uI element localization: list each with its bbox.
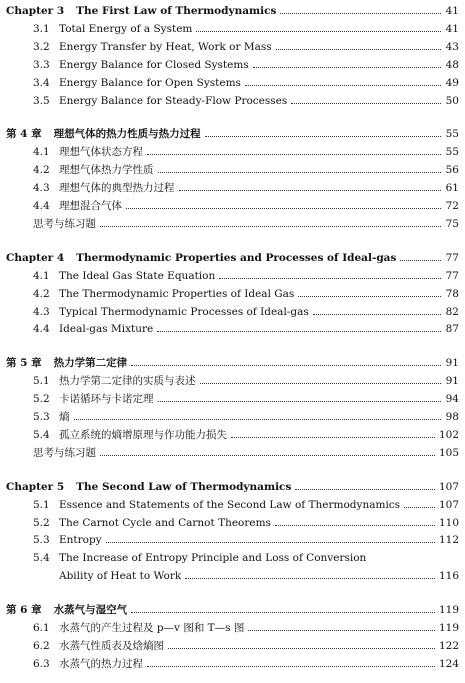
toc-entry[interactable] xyxy=(0,39,465,55)
section-title: Typical Thermodynamic Processes of Ideal-gas xyxy=(59,305,309,318)
page-number: 91 xyxy=(445,375,459,388)
toc-entry[interactable] xyxy=(0,373,465,389)
toc-entry[interactable] xyxy=(0,515,465,531)
toc-entry[interactable] xyxy=(0,162,465,178)
section-title: 思考与练习题 xyxy=(33,446,96,459)
dot-leader xyxy=(131,364,441,366)
chapter-heading[interactable] xyxy=(0,250,465,266)
section-title: 思考与练习题 xyxy=(33,217,96,230)
section-title: 孤立系统的熵增原理与作功能力损失 xyxy=(59,428,227,441)
section-number: 3.1 xyxy=(33,22,50,35)
section-number: 4.3 xyxy=(33,305,50,318)
section-number: 4.1 xyxy=(33,146,50,159)
page-number: 82 xyxy=(445,305,459,318)
chapter-heading[interactable] xyxy=(0,3,465,19)
section-title: Essence and Statements of the Second Law of Thermodynamics xyxy=(59,498,401,511)
page-number: 98 xyxy=(445,411,459,423)
section-title: The Carnot Cycle and Carnot Theorems xyxy=(59,516,271,529)
page-number: 107 xyxy=(438,498,459,511)
page-number: 43 xyxy=(445,40,459,53)
toc-entry[interactable] xyxy=(0,321,465,337)
page-number: 61 xyxy=(445,182,459,195)
chapter-label: Chapter 5 xyxy=(6,480,65,493)
dot-leader xyxy=(245,84,441,86)
page-number: 50 xyxy=(445,94,459,107)
section-number: 6.2 xyxy=(33,639,50,652)
toc-entry[interactable] xyxy=(0,427,465,443)
dot-leader xyxy=(131,611,435,613)
section-number: 4.4 xyxy=(33,200,50,212)
toc-entry[interactable] xyxy=(0,304,465,320)
dot-leader xyxy=(147,665,435,667)
section-number: 3.5 xyxy=(33,94,50,107)
chapter-heading[interactable] xyxy=(0,602,465,618)
dot-leader xyxy=(205,135,441,137)
toc-entry[interactable] xyxy=(0,144,465,160)
dot-leader xyxy=(404,506,435,508)
section-title: 水蒸气性质表及焓熵图 xyxy=(59,639,164,652)
toc-entry[interactable] xyxy=(0,75,465,91)
dot-leader xyxy=(291,102,441,104)
page-number: 112 xyxy=(438,534,459,547)
page-number: 55 xyxy=(445,146,459,159)
dot-leader xyxy=(231,436,435,438)
chapter-heading[interactable] xyxy=(0,479,465,495)
chapter-title: 理想气体的热力性质与热力过程 xyxy=(53,128,201,141)
section-number: 4.2 xyxy=(33,164,50,177)
dot-leader xyxy=(158,400,442,402)
section-title: The Thermodynamic Properties of Ideal Gas xyxy=(59,287,295,300)
dot-leader xyxy=(185,577,435,579)
page-number: 41 xyxy=(445,22,459,35)
section-title: Total Energy of a System xyxy=(59,22,193,35)
section-title: 热力学第二定律的实质与表述 xyxy=(59,375,196,388)
dot-leader xyxy=(100,454,435,456)
chapter-heading[interactable] xyxy=(0,126,465,142)
section-title: Ideal-gas Mixture xyxy=(59,323,154,336)
chapter-title: The First Law of Thermodynamics xyxy=(76,5,277,17)
page-number: 94 xyxy=(445,393,459,406)
toc-entry[interactable] xyxy=(0,532,465,548)
section-title: 卡诺循环与卡诺定理 xyxy=(59,393,154,406)
page-number: 119 xyxy=(438,604,459,617)
dot-leader xyxy=(147,153,441,155)
page-number: 72 xyxy=(445,200,459,212)
section-title: Ability of Heat to Work xyxy=(59,570,182,583)
section-number: 3.2 xyxy=(33,40,50,53)
section-title: The Ideal Gas State Equation xyxy=(59,269,216,282)
page-number: 119 xyxy=(438,622,459,634)
dot-leader xyxy=(157,330,441,332)
section-title: 理想气体状态方程 xyxy=(59,146,143,159)
toc-entry[interactable] xyxy=(0,497,465,513)
dot-leader xyxy=(253,66,441,68)
page-number: 102 xyxy=(438,428,459,441)
toc-entry[interactable] xyxy=(0,620,465,636)
page-number: 87 xyxy=(445,323,459,336)
toc-entry[interactable] xyxy=(0,286,465,302)
chapter-title: Thermodynamic Properties and Processes of Ideal-gas xyxy=(76,251,397,264)
chapter-label: Chapter 4 xyxy=(6,251,65,264)
page-number: 75 xyxy=(445,217,459,230)
section-number: 5.4 xyxy=(33,428,50,441)
page-number: 91 xyxy=(445,357,459,370)
dot-leader xyxy=(158,171,442,173)
page-number: 116 xyxy=(438,570,459,583)
page-number: 49 xyxy=(445,76,459,89)
dot-leader xyxy=(313,313,441,315)
dot-leader xyxy=(106,541,435,543)
dot-leader xyxy=(276,48,441,50)
page-number: 48 xyxy=(445,58,459,71)
dot-leader xyxy=(200,382,442,384)
toc-entry[interactable] xyxy=(0,638,465,654)
toc-entry[interactable] xyxy=(0,391,465,407)
section-number: 5.3 xyxy=(33,411,50,423)
toc-entry[interactable] xyxy=(0,198,465,214)
dot-leader xyxy=(280,12,441,14)
page-number: 122 xyxy=(438,639,459,652)
chapter-title: 水蒸气与湿空气 xyxy=(53,604,128,617)
section-title: The Increase of Entropy Principle and Loss of Conversion xyxy=(59,552,367,565)
page-number: 110 xyxy=(438,516,459,529)
page-number: 105 xyxy=(438,446,459,459)
toc-entry[interactable] xyxy=(0,216,465,232)
section-title: 理想混合气体 xyxy=(59,200,122,212)
dot-leader xyxy=(298,295,441,297)
toc-entry[interactable] xyxy=(0,550,465,566)
section-title: 熵 xyxy=(59,411,70,423)
page-number: 124 xyxy=(438,657,459,670)
section-number: 5.3 xyxy=(33,534,50,547)
toc-entry[interactable] xyxy=(0,93,465,109)
section-title: Energy Transfer by Heat, Work or Mass xyxy=(59,40,272,53)
chapter-title: 热力学第二定律 xyxy=(53,357,128,370)
dot-leader xyxy=(168,647,435,649)
section-number: 5.1 xyxy=(33,375,50,388)
section-title: Energy Balance for Steady-Flow Processes xyxy=(59,94,288,107)
chapter-label: 第 4 章 xyxy=(6,128,42,141)
page-number: 77 xyxy=(445,251,459,264)
chapter-label: Chapter 3 xyxy=(6,5,65,17)
page-number: 41 xyxy=(445,5,459,17)
toc-entry[interactable] xyxy=(0,21,465,37)
page-number: 107 xyxy=(438,480,459,493)
section-title: Energy Balance for Closed Systems xyxy=(59,58,249,71)
dot-leader xyxy=(126,207,441,209)
section-number: 4.1 xyxy=(33,269,50,282)
dot-leader xyxy=(179,189,442,191)
section-number: 4.3 xyxy=(33,182,50,195)
section-title: Energy Balance for Open Systems xyxy=(59,76,241,89)
section-number: 5.4 xyxy=(33,552,50,565)
chapter-label: 第 5 章 xyxy=(6,357,42,370)
section-number: 3.4 xyxy=(33,76,50,89)
dot-leader xyxy=(248,629,435,631)
toc-entry[interactable] xyxy=(0,268,465,284)
page-number: 56 xyxy=(445,164,459,177)
section-title: 水蒸气的热力过程 xyxy=(59,657,143,670)
section-number: 5.2 xyxy=(33,393,50,406)
page-number: 77 xyxy=(445,269,459,282)
dot-leader xyxy=(100,225,441,227)
chapter-heading[interactable] xyxy=(0,355,465,371)
dot-leader xyxy=(196,30,441,32)
section-title: 水蒸气的产生过程及 p—v 图和 T—s 图 xyxy=(59,622,245,634)
section-number: 6.3 xyxy=(33,657,50,670)
dot-leader xyxy=(219,277,441,279)
section-title: 理想气体的典型热力过程 xyxy=(59,182,175,195)
chapter-title: The Second Law of Thermodynamics xyxy=(76,480,292,493)
dot-leader xyxy=(275,524,435,526)
chapter-label: 第 6 章 xyxy=(6,604,42,617)
dot-leader xyxy=(74,418,442,420)
section-title: Entropy xyxy=(59,534,102,547)
dot-leader xyxy=(370,560,441,561)
toc-entry[interactable] xyxy=(0,409,465,425)
section-number: 4.4 xyxy=(33,323,50,336)
toc-entry[interactable] xyxy=(0,568,465,584)
section-number: 3.3 xyxy=(33,58,50,71)
page-number: 78 xyxy=(445,287,459,300)
toc-entry[interactable] xyxy=(0,656,465,672)
section-title: 理想气体热力学性质 xyxy=(59,164,154,177)
toc-entry[interactable] xyxy=(0,57,465,73)
section-number: 4.2 xyxy=(33,287,50,300)
section-number: 5.1 xyxy=(33,498,50,511)
section-number: 5.2 xyxy=(33,516,50,529)
page-number: 55 xyxy=(445,128,459,141)
dot-leader xyxy=(400,259,441,261)
dot-leader xyxy=(295,488,435,490)
toc-entry[interactable] xyxy=(0,445,465,461)
toc-entry[interactable] xyxy=(0,180,465,196)
section-number: 6.1 xyxy=(33,622,50,634)
